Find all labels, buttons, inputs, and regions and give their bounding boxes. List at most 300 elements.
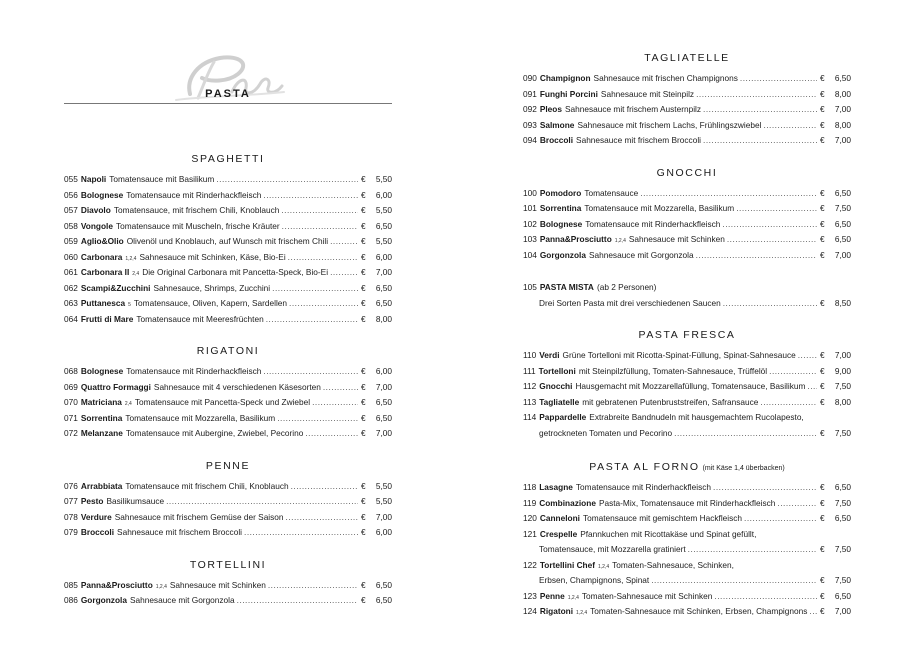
menu-item [523, 118, 851, 134]
item-price: 7,00 [834, 104, 851, 114]
dot-leader [272, 281, 358, 297]
item-name: Frutti di Mare [80, 313, 134, 324]
item-description: Sahnesauce mit 4 verschiedenen Käsesorten [153, 381, 321, 392]
currency-symbol: € [361, 579, 366, 590]
section-title-note: (mit Käse 1,4 überbacken) [702, 465, 785, 472]
section-title [523, 460, 851, 474]
menu-item [523, 573, 851, 589]
item-price: 7,00 [375, 511, 392, 522]
item-price: 6,50 [834, 590, 851, 601]
currency-symbol: € [361, 298, 366, 308]
dot-leader [312, 395, 358, 411]
section-title [64, 558, 392, 572]
currency-symbol: € [820, 606, 825, 616]
item-description: Tomatensauce mit Muscheln, frische Kräuter [115, 220, 280, 231]
menu-item [64, 593, 392, 609]
dot-leader [288, 250, 358, 266]
item-price: 7,50 [834, 575, 851, 585]
item-price: 6,50 [834, 73, 851, 83]
section-title [64, 459, 392, 473]
item-description: Tomatensauce [584, 187, 639, 198]
item-number: 055 [64, 174, 78, 184]
item-allergen-note: 1,2,4 [567, 594, 579, 601]
item-description: Sahnesauce mit frischem Lachs, Frühlingszwiebel [577, 119, 762, 130]
dot-leader [736, 201, 817, 217]
currency-symbol: € [820, 249, 825, 260]
dot-leader [696, 248, 817, 264]
item-price: 8,00 [834, 119, 851, 130]
menu-item [523, 410, 851, 426]
item-price: 8,50 [834, 297, 851, 308]
item-price: 7,00 [834, 249, 851, 260]
item-number: 102 [523, 218, 537, 229]
item-number: 111 [523, 365, 536, 376]
menu-item [64, 265, 392, 281]
item-description: Sahnesauce mit frischem Broccoli [576, 135, 702, 145]
item-description: Tomatensauce, Oliven, Kapern, Sardellen [133, 298, 288, 308]
item-name: Gorgonzola [80, 595, 127, 605]
item-number: 101 [523, 203, 537, 213]
item-number: 122 [523, 559, 537, 570]
item-description: Tomatensauce mit Rinderhackfleisch [575, 482, 712, 492]
menu-item [523, 558, 851, 574]
title-divider [64, 103, 392, 104]
menu-item [523, 201, 851, 217]
currency-symbol: € [820, 497, 825, 508]
item-number: 079 [64, 527, 78, 537]
dot-leader [714, 589, 817, 605]
currency-symbol: € [820, 396, 825, 407]
currency-symbol: € [820, 513, 825, 523]
currency-symbol: € [820, 135, 825, 145]
item-price: 6,50 [834, 187, 851, 198]
page-title: PASTA [205, 88, 251, 100]
item-name: Tortelloni [538, 365, 576, 376]
item-name: Vongole [80, 220, 113, 231]
item-description: Sahnesauce mit frischen Champignons [593, 73, 738, 83]
menu-item [523, 511, 851, 527]
menu-item [64, 411, 392, 427]
item-number: 068 [64, 366, 78, 376]
item-name: Napoli [80, 174, 107, 184]
menu-item [523, 248, 851, 264]
currency-symbol: € [361, 251, 366, 262]
dot-leader [289, 296, 358, 312]
section-title-text: PASTA AL FORNO [589, 461, 700, 473]
item-description: Sahnesauce mit Schinken, Käse, Bio-Ei [139, 251, 286, 262]
currency-symbol: € [820, 590, 825, 601]
item-number: 091 [523, 88, 537, 99]
item-description: Tomatensauce mit Mozzarella, Basilikum [125, 412, 276, 423]
menu-item [64, 364, 392, 380]
item-number: 094 [523, 135, 537, 145]
item-description: Extrabreite Bandnudeln mit hausgemachtem Rucolapesto, [589, 412, 804, 422]
item-description: Drei Sorten Pasta mit drei verschiedenen Saucen [539, 297, 721, 308]
menu-section [64, 344, 392, 442]
item-price: 5,50 [375, 496, 392, 506]
dot-leader [286, 510, 358, 526]
menu-item [523, 71, 851, 87]
item-description: Tomaten-Sahnesauce, Schinken, [612, 559, 734, 570]
item-name: Tortellini Chef [539, 559, 596, 570]
currency-symbol: € [361, 412, 366, 423]
menu-item [523, 527, 851, 543]
currency-symbol: € [820, 482, 825, 492]
dot-leader [237, 593, 358, 609]
item-name: Combinazione [539, 497, 596, 508]
currency-symbol: € [820, 187, 825, 198]
item-number: 123 [523, 590, 537, 601]
menu-section [523, 280, 851, 311]
item-price: 7,50 [834, 497, 851, 508]
menu-item [64, 296, 392, 312]
item-name: Quattro Formaggi [80, 381, 151, 392]
menu-item [523, 133, 851, 149]
item-allergen-note: 1,2,4 [598, 563, 610, 570]
item-name: Rigatoni [539, 606, 574, 616]
item-price: 7,00 [375, 381, 392, 392]
item-number: 093 [523, 119, 537, 130]
menu-item [64, 203, 392, 219]
item-allergen-note: 5 [128, 302, 131, 308]
menu-item [523, 496, 851, 512]
menu-item [64, 578, 392, 594]
item-description: Tomatensauce mit Mozzarella, Basilikum [584, 203, 735, 213]
item-price: 8,00 [834, 396, 851, 407]
section-title-text: RIGATONI [196, 345, 260, 357]
item-number: 124 [523, 606, 537, 616]
item-price: 7,50 [834, 427, 851, 438]
menu-item [64, 494, 392, 510]
dot-leader [722, 217, 817, 233]
menu-item [523, 379, 851, 395]
menu-section [523, 51, 851, 149]
right-column [523, 51, 851, 620]
dot-leader [809, 604, 817, 620]
item-name: Funghi Porcini [539, 88, 598, 99]
menu-item [64, 281, 392, 297]
item-number: 105 [523, 282, 537, 292]
item-description: Pfannkuchen mit Ricottakäse und Spinat gefüllt, [580, 528, 757, 539]
menu-section [64, 558, 392, 609]
item-description: (ab 2 Personen) [596, 282, 657, 292]
dot-leader [798, 348, 817, 364]
item-price: 7,00 [375, 267, 392, 277]
item-number: 064 [64, 313, 78, 324]
item-description: mit Steinpilzfüllung, Tomaten-Sahnesauce, Trüffelöl [578, 365, 768, 376]
currency-symbol: € [361, 511, 366, 522]
item-name: Diavolo [80, 205, 111, 215]
item-number: 113 [523, 396, 537, 407]
menu-item [523, 480, 851, 496]
menu-item [523, 348, 851, 364]
menu-item [523, 217, 851, 233]
dot-leader [266, 312, 358, 328]
currency-symbol: € [361, 595, 366, 605]
dot-leader [688, 542, 817, 558]
item-number: 060 [64, 251, 78, 262]
menu-item [523, 589, 851, 605]
menu-item [523, 364, 851, 380]
item-price: 9,00 [834, 365, 851, 376]
currency-symbol: € [820, 234, 825, 244]
dot-leader [166, 494, 358, 510]
item-name: PASTA MISTA [539, 282, 594, 292]
dot-leader [330, 234, 358, 250]
item-number: 076 [64, 480, 78, 491]
item-name: Canneloni [539, 513, 580, 523]
item-description: Sahnesauce mit frischem Gemüse der Saison [114, 511, 284, 522]
menu-section [64, 459, 392, 541]
item-name: Matriciana [80, 397, 122, 407]
item-name: Bolognese [80, 189, 124, 200]
item-description: Tomaten-Sahnesauce mit Schinken [581, 590, 713, 601]
dot-leader [640, 186, 817, 202]
item-price: 8,00 [375, 313, 392, 324]
item-number: 069 [64, 381, 78, 392]
dot-leader [744, 511, 817, 527]
dot-leader [263, 188, 358, 204]
item-description: Sahnesauce mit Schinken [169, 579, 266, 590]
item-description: Tomatensauce mit gemischtem Hackfleisch [582, 513, 743, 523]
currency-symbol: € [820, 73, 825, 83]
section-title-text: PASTA FRESCA [638, 329, 736, 341]
item-name: Carbonara [80, 251, 123, 262]
item-name: Sorrentina [539, 203, 582, 213]
item-price: 5,50 [375, 205, 392, 215]
item-price: 6,00 [375, 366, 392, 376]
item-price: 6,50 [834, 218, 851, 229]
menu-section [523, 328, 851, 441]
item-description: Tomatensauce, mit Mozzarella gratiniert [539, 544, 686, 554]
item-name: Melanzane [80, 428, 123, 438]
dot-leader [696, 87, 817, 103]
item-description: Sahnesauce mit Gorgonzola [129, 595, 235, 605]
item-number: 114 [523, 412, 537, 422]
dot-leader [291, 479, 358, 495]
menu-item [64, 172, 392, 188]
menu-item [523, 604, 851, 620]
currency-symbol: € [820, 104, 825, 114]
item-number: 059 [64, 236, 78, 246]
item-price: 8,00 [834, 88, 851, 99]
item-price: 7,50 [834, 203, 851, 213]
currency-symbol: € [361, 220, 366, 231]
item-name: Broccoli [80, 527, 115, 537]
currency-symbol: € [361, 480, 366, 491]
item-description: Erbsen, Champignons, Spinat [539, 575, 650, 585]
item-name: Pappardelle [539, 412, 587, 422]
item-allergen-note: 1,2,4 [614, 238, 626, 244]
dot-leader [727, 232, 817, 248]
item-number: 072 [64, 428, 78, 438]
dot-leader [740, 71, 817, 87]
currency-symbol: € [361, 397, 366, 407]
item-name: Panna&Prosciutto [539, 234, 612, 244]
currency-symbol: € [361, 282, 366, 293]
currency-symbol: € [361, 236, 366, 246]
item-price: 6,50 [834, 234, 851, 244]
currency-symbol: € [820, 297, 825, 308]
dot-leader [281, 203, 358, 219]
section-title [523, 328, 851, 342]
item-description: Tomatensauce mit Aubergine, Zwiebel, Pecorino [125, 428, 304, 438]
currency-symbol: € [361, 428, 366, 438]
item-name: Puttanesca [80, 298, 126, 308]
item-description: getrockneten Tomaten und Pecorino [539, 427, 673, 438]
menu-item [64, 188, 392, 204]
menu-item [523, 426, 851, 442]
menu-item [523, 102, 851, 118]
item-price: 6,50 [834, 513, 851, 523]
section-title [64, 344, 392, 358]
dot-leader [703, 133, 817, 149]
section-title [523, 51, 851, 65]
currency-symbol: € [361, 366, 366, 376]
item-name: Salmone [539, 119, 575, 130]
currency-symbol: € [361, 205, 366, 215]
menu-item [64, 234, 392, 250]
currency-symbol: € [361, 496, 366, 506]
dot-leader [282, 219, 358, 235]
item-number: 104 [523, 249, 537, 260]
currency-symbol: € [820, 544, 825, 554]
dot-leader [323, 380, 358, 396]
item-name: Broccoli [539, 135, 574, 145]
dot-leader [330, 265, 358, 281]
item-name: Pleos [539, 104, 562, 114]
item-number: 121 [523, 528, 537, 539]
item-name: Pesto [80, 496, 104, 506]
item-price: 6,50 [375, 282, 392, 293]
dot-leader [305, 426, 358, 442]
item-price: 7,50 [834, 381, 851, 391]
item-name: Crespelle [539, 528, 578, 539]
menu-section [523, 460, 851, 620]
section-title [64, 152, 392, 166]
item-price: 6,50 [834, 482, 851, 492]
item-price: 6,50 [375, 412, 392, 423]
currency-symbol: € [820, 88, 825, 99]
menu-item [64, 250, 392, 266]
item-name: Penne [539, 590, 565, 601]
dot-leader [769, 364, 817, 380]
item-price: 7,00 [834, 350, 851, 360]
currency-symbol: € [361, 189, 366, 200]
currency-symbol: € [820, 427, 825, 438]
item-description: Tomatensauce, mit frischem Chili, Knoblauch [113, 205, 280, 215]
menu-item [523, 542, 851, 558]
menu-item [523, 280, 851, 296]
item-description: Sahnesauce, Shrimps, Zucchini [153, 282, 271, 293]
item-description: Tomatensauce mit frischem Chili, Knoblauch [125, 480, 289, 491]
item-description: Sahnesauce mit frischem Austernpilz [564, 104, 702, 114]
dot-leader [651, 573, 817, 589]
item-price: 6,50 [375, 397, 392, 407]
dot-leader [760, 395, 817, 411]
item-number: 118 [523, 482, 537, 492]
item-number: 056 [64, 189, 78, 200]
menu-item [64, 312, 392, 328]
item-number: 100 [523, 187, 537, 198]
item-number: 103 [523, 234, 537, 244]
item-description: Tomatensauce mit Rinderhackfleisch [585, 218, 721, 229]
item-price: 6,00 [375, 527, 392, 537]
item-number: 119 [523, 497, 537, 508]
item-name: Bolognese [539, 218, 583, 229]
section-title-text: TORTELLINI [189, 558, 267, 571]
item-price: 6,00 [375, 251, 392, 262]
dot-leader [723, 296, 817, 312]
item-description: mit gebratenen Putenbruststreifen, Safransauce [582, 396, 759, 407]
item-number: 062 [64, 282, 78, 293]
currency-symbol: € [820, 350, 825, 360]
dot-leader [807, 379, 817, 395]
item-name: Arrabbiata [80, 480, 123, 491]
item-name: Gnocchi [539, 381, 573, 391]
menu-section [64, 152, 392, 327]
currency-symbol: € [820, 575, 825, 585]
item-description: Basilikumsauce [106, 496, 165, 506]
section-title [523, 166, 851, 180]
item-description: Tomatensauce mit Pancetta-Speck und Zwiebel [134, 397, 311, 407]
item-number: 071 [64, 412, 78, 423]
dot-leader [268, 578, 358, 594]
dot-leader [713, 480, 817, 496]
menu-item [64, 510, 392, 526]
item-number: 120 [523, 513, 537, 523]
item-name: Verdi [539, 350, 560, 360]
currency-symbol: € [820, 381, 825, 391]
dot-leader [263, 364, 358, 380]
menu-item [64, 525, 392, 541]
item-name: Verdure [80, 511, 112, 522]
dot-leader [703, 102, 817, 118]
item-number: 070 [64, 397, 78, 407]
item-number: 090 [523, 73, 537, 83]
dot-leader [277, 411, 358, 427]
item-number: 063 [64, 298, 78, 308]
menu-section [523, 166, 851, 264]
section-title-text: TAGLIATELLE [644, 52, 730, 64]
item-allergen-note: 2,4 [124, 401, 132, 407]
item-name: Bolognese [80, 366, 124, 376]
item-description: Hausgemacht mit Mozzarellafüllung, Tomatensauce, Basilikum [575, 381, 806, 391]
item-price: 6,50 [375, 298, 392, 308]
menu-item [523, 232, 851, 248]
item-number: 110 [523, 350, 537, 360]
item-name: Aglio&Olio [80, 236, 124, 246]
currency-symbol: € [820, 119, 825, 130]
item-description: Sahnesauce mit Steinpilz [600, 88, 695, 99]
section-title-text: PENNE [205, 459, 251, 472]
item-description: Olivenöl und Knoblauch, auf Wunsch mit frischem Chili [126, 236, 329, 246]
menu-item [64, 426, 392, 442]
item-description: Pasta-Mix, Tomatensauce mit Rinderhackfleisch [598, 497, 776, 508]
dot-leader [216, 172, 358, 188]
item-name: Panna&Prosciutto [80, 579, 153, 590]
currency-symbol: € [361, 381, 366, 392]
item-price: 7,00 [834, 606, 851, 616]
item-allergen-note: 1,2,4 [155, 583, 167, 590]
item-description: Tomaten-Sahnesauce mit Schinken, Erbsen, Champignons [590, 606, 808, 616]
item-number: 077 [64, 496, 78, 506]
menu-item [523, 296, 851, 312]
currency-symbol: € [820, 365, 825, 376]
item-price: 6,50 [375, 579, 392, 590]
currency-symbol: € [361, 174, 366, 184]
dot-leader [763, 118, 817, 134]
